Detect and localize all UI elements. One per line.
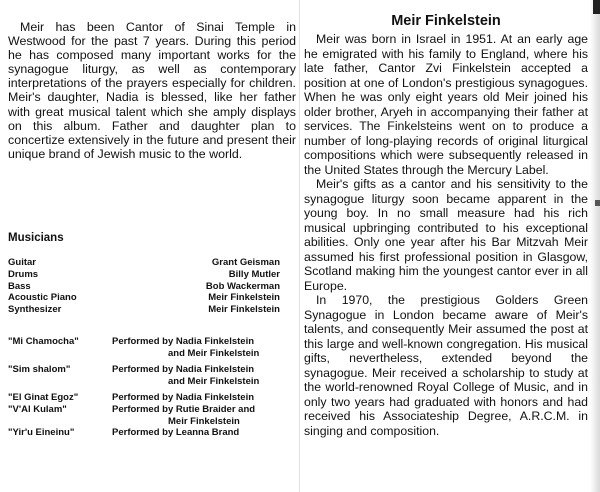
biography-title: Meir Finkelstein: [391, 13, 501, 29]
musician-name: Billy Mutler: [228, 268, 280, 280]
musician-row: [8, 292, 280, 304]
column-divider: [299, 0, 300, 492]
biography-paragraph-1: Meir was born in Israel in 1951. At an early age he emigrated with his family to England, where his late father, Cantor Zvi Finkelstein accepted a position at one of London's prestigious synagogues. When he was only eight years old Meir joined his older brother, Aryeh in accompanying their father at services. The Finkelsteins went on to produce a number of long-playing records of original liturgical compositions which were subsequently released in the United States through the Mercury Label.: [304, 32, 588, 177]
song-title: "V'Al Kulam": [8, 403, 67, 415]
instrument-label: Drums: [8, 268, 39, 280]
intro-paragraph: Meir has been Cantor of Sinai Temple in Westwood for the past 7 years. During this period he has composed many important works for the synagogue liturgy, as well as contemporary interpretations of the prayers especially for children. Meir's daughter, Nadia is blessed, like her father with great musical talent which she amply displays on this album. Father and daughter plan to concertize extensively in the future and present their unique brand of Jewish music to the world.: [8, 20, 296, 161]
musician-name: Meir Finkelstein: [208, 292, 280, 304]
instrument-label: Bass: [8, 280, 31, 292]
edge-mark: [595, 200, 600, 206]
edge-mark: [593, 0, 600, 14]
song-title: "Mi Chamocha": [8, 336, 79, 347]
performer-line-2: and Meir Finkelstein: [168, 347, 260, 359]
performer-line-2: Meir Finkelstein: [168, 415, 240, 427]
biography-paragraph-3: In 1970, the prestigious Golders Green Synagogue in London became aware of Meir's talents, and consequently Meir assumed the post at this large and well-known congregation. His musical gifts, nevertheless, extended beyond the synagogue. Meir received a scholarship to study at the world-renowned Royal College of Music, and in only two years had graduated with honors and had received his Associateship Degree, A.R.C.M. in singing and composition.: [304, 293, 588, 438]
performance-row: [8, 392, 288, 404]
instrument-label: Synthesizer: [8, 304, 62, 316]
musician-row: [8, 304, 280, 316]
musician-name: Meir Finkelstein: [208, 304, 280, 316]
performer-line-1: Performed by Nadia Finkelstein: [112, 392, 255, 404]
performance-row: [8, 364, 288, 387]
performer-credit: [112, 427, 288, 439]
musicians-heading: Musicians: [8, 232, 64, 244]
performances-list: [8, 336, 288, 444]
musicians-list: [8, 257, 280, 316]
musician-row: [8, 281, 280, 293]
performer-credit: [112, 364, 288, 387]
performance-row: [8, 404, 288, 427]
biography-paragraph-2: Meir's gifts as a cantor and his sensitivity to the synagogue liturgy soon became apparent in the young boy. In no small measure had his rich musical upbringing contributed to his exceptional abilities. Only one year after his Bar Mitzvah Meir assumed his first professional position in Glasgow, Scotland making him the youngest cantor ever in all Europe.: [304, 177, 588, 293]
musician-row: [8, 257, 280, 269]
performer-line-1: Performed by Nadia Finkelstein: [112, 364, 255, 376]
instrument-label: Guitar: [8, 257, 36, 268]
performance-row: [8, 336, 288, 359]
performer-line-2: and Meir Finkelstein: [168, 375, 260, 387]
performer-line-1: Performed by Nadia Finkelstein: [112, 336, 255, 347]
page-edge-shadow: [590, 0, 600, 492]
instrument-label: Acoustic Piano: [8, 292, 77, 304]
song-title: "Yir'u Eineinu": [8, 427, 75, 439]
musician-name: Grant Geisman: [211, 257, 280, 268]
performer-line-1: Performed by Leanna Brand: [112, 427, 240, 439]
left-column: [8, 20, 296, 161]
performer-credit: [112, 404, 288, 427]
performer-credit: [112, 336, 288, 359]
musician-row: [8, 269, 280, 281]
performance-row: [8, 427, 288, 439]
musician-name: Bob Wackerman: [205, 280, 280, 292]
song-title: "El Ginat Egoz": [8, 392, 79, 404]
performer-credit: [112, 392, 288, 404]
right-column: [304, 12, 588, 438]
song-title: "Sim shalom": [8, 364, 71, 376]
performer-line-1: Performed by Rutie Braider and: [112, 403, 256, 415]
